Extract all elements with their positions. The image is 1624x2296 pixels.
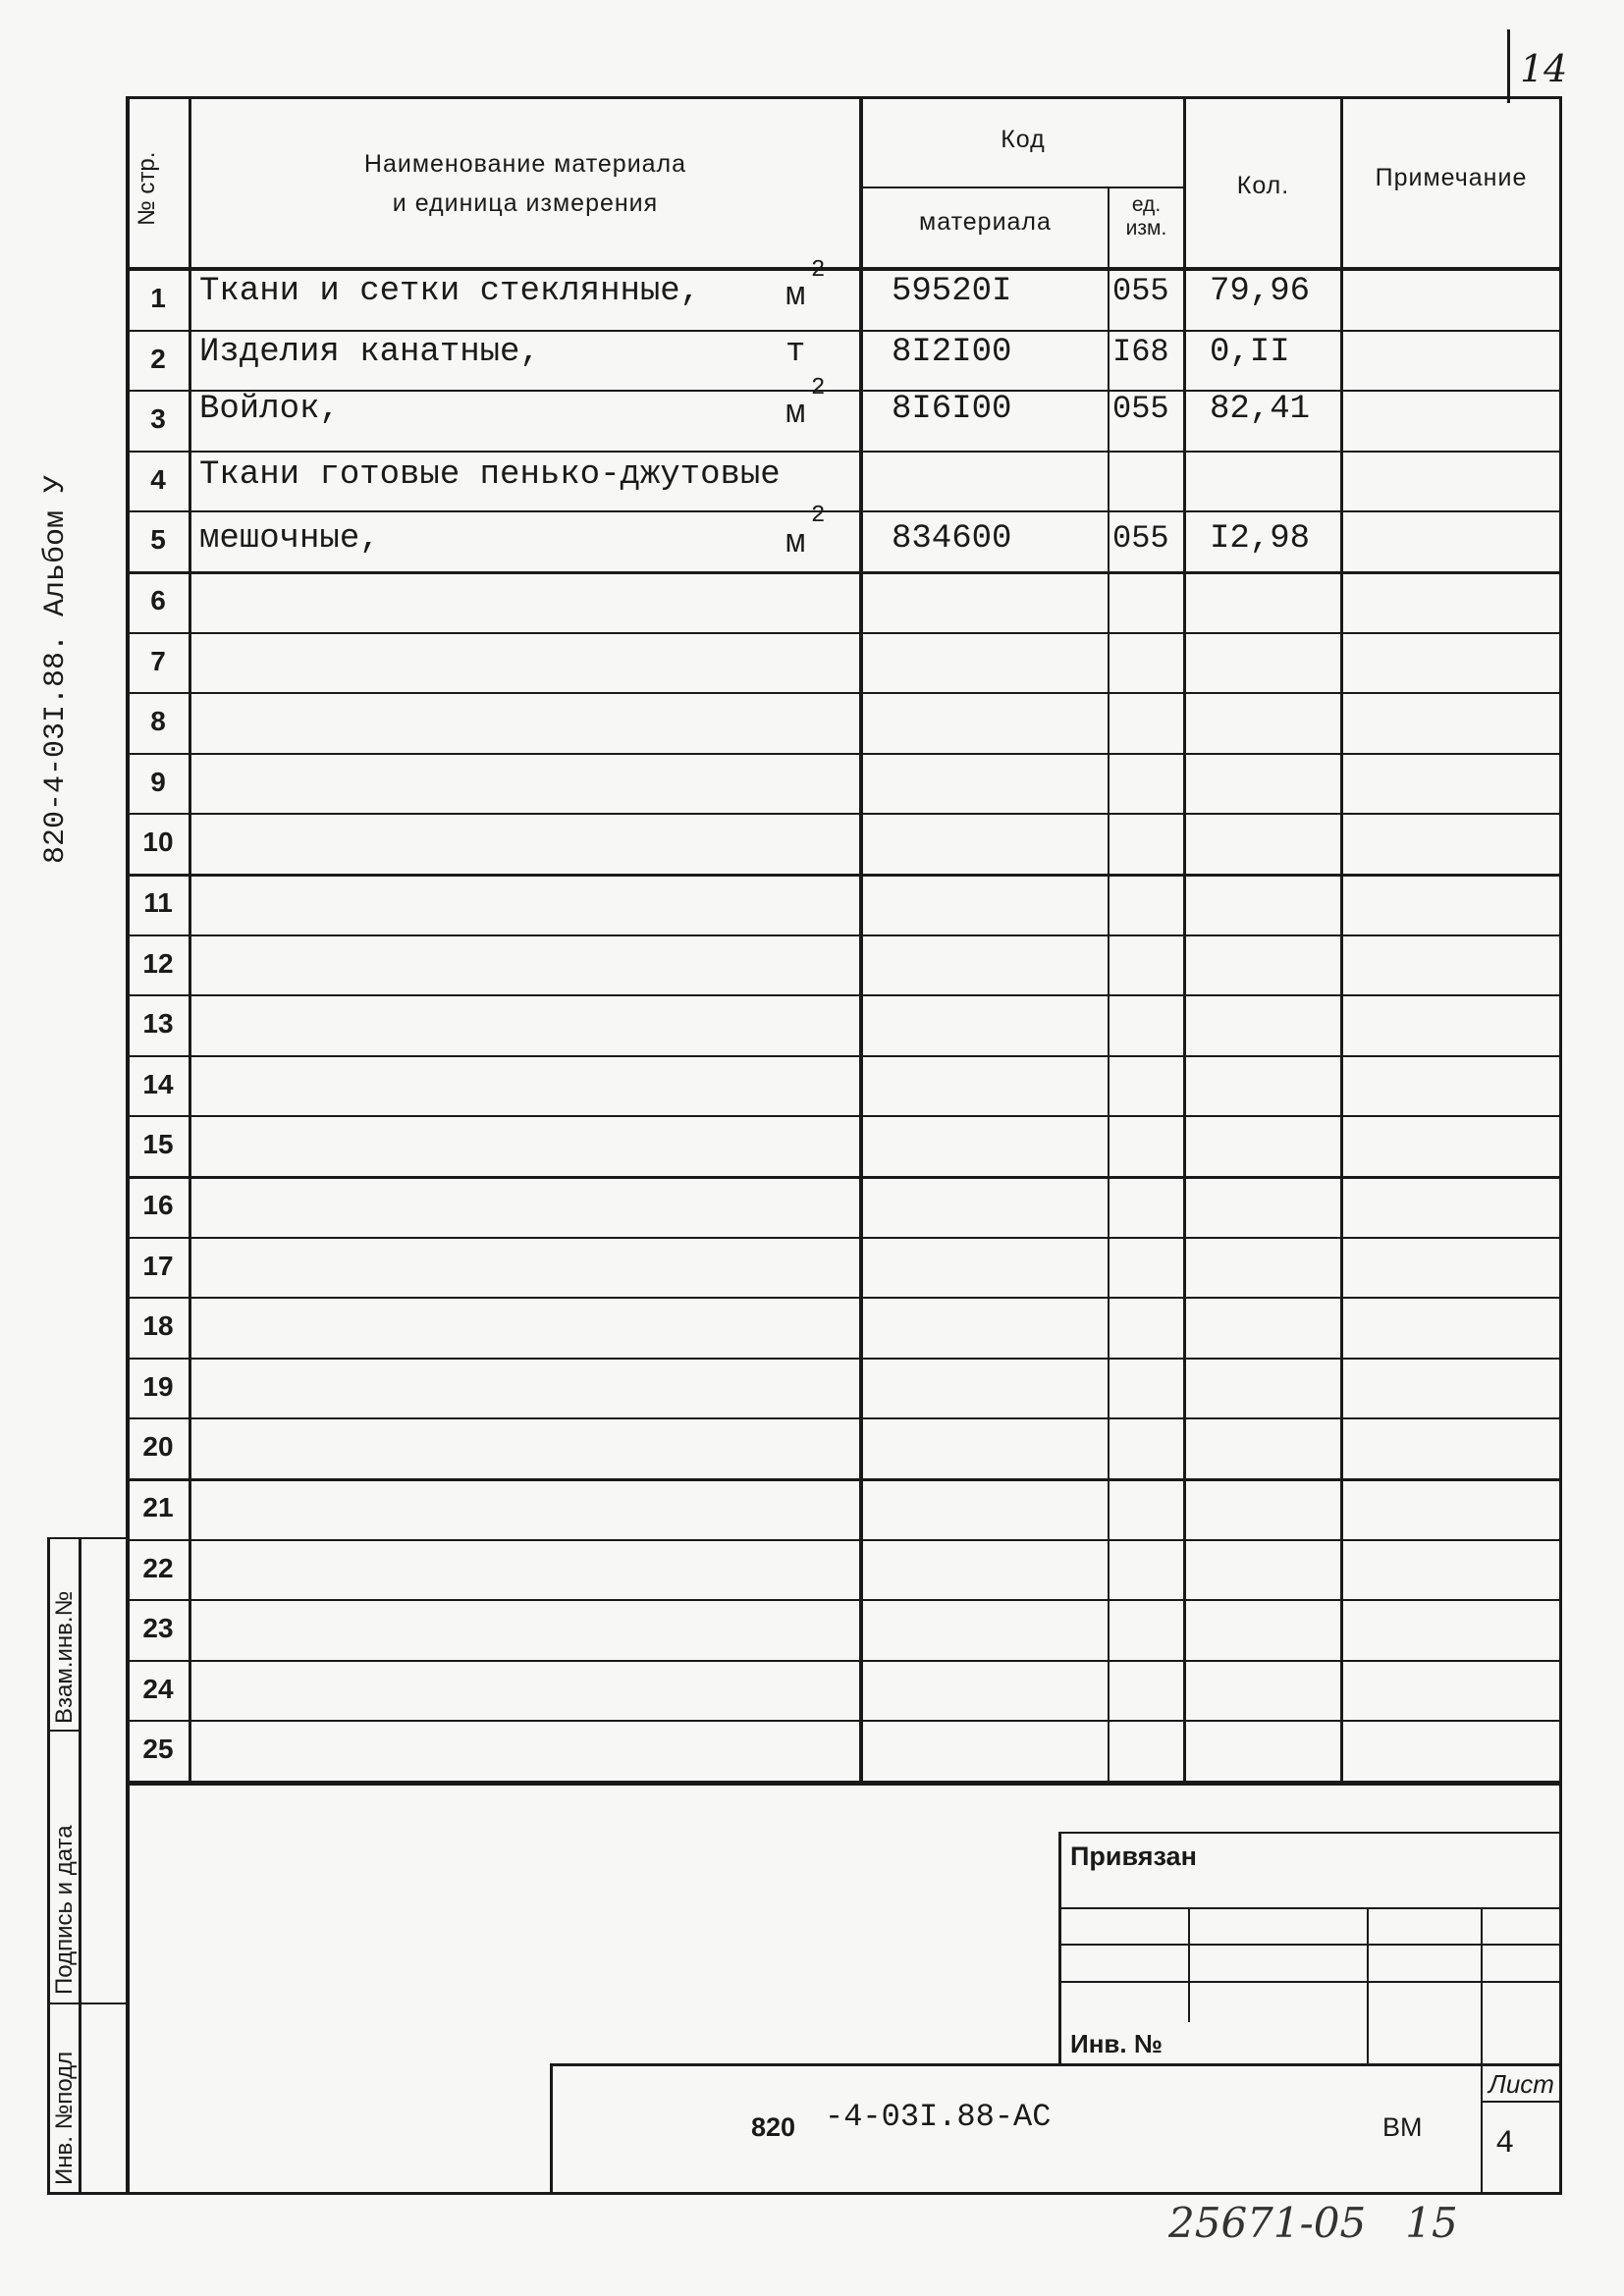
row-3-unit-sup: 2 — [811, 375, 826, 401]
row-number: 6 — [150, 585, 166, 615]
side-field-sign-date: Подпись и дата — [51, 1825, 78, 1995]
row-number: 4 — [150, 464, 166, 495]
row-divider — [126, 1176, 1562, 1179]
row-number: 12 — [142, 948, 174, 979]
row-2-qty: 0,II — [1210, 334, 1290, 371]
row-number: 13 — [142, 1008, 174, 1039]
row-5-name: мешочные, — [199, 520, 380, 558]
row-2-unit-code: I68 — [1112, 334, 1169, 370]
row-divider — [126, 330, 1562, 332]
stamp-sheet-label: Лист — [1489, 2069, 1554, 2099]
row-divider — [126, 753, 1562, 755]
header-code: Код — [1001, 126, 1046, 153]
stamp-doc-code: -4-03I.88-АС — [825, 2099, 1052, 2135]
row-5-qty: I2,98 — [1210, 520, 1311, 558]
row-number: 8 — [150, 706, 166, 736]
row-divider — [126, 1539, 1562, 1541]
row-divider — [126, 934, 1562, 936]
row-number: 5 — [150, 524, 166, 555]
row-number: 10 — [142, 827, 174, 857]
handwritten-archive-number: 25671-05 15 — [1168, 2199, 1458, 2247]
header-qty: Кол. — [1236, 172, 1290, 199]
row-number: 16 — [142, 1190, 174, 1220]
row-number: 11 — [143, 887, 173, 918]
row-divider — [126, 390, 1562, 392]
row-number: 22 — [142, 1553, 174, 1583]
row-divider — [126, 874, 1562, 877]
header-note: Примечание — [1375, 164, 1528, 191]
row-5-code: 834600 — [892, 520, 1012, 558]
row-divider — [126, 1115, 1562, 1117]
side-field-replace-inv: Взам.инв.№ — [51, 1590, 78, 1724]
row-4-name: Ткани готовые пенько-джутовые — [199, 456, 781, 494]
row-3-unit-code: 055 — [1112, 391, 1169, 427]
row-divider — [126, 1660, 1562, 1662]
row-number: 24 — [142, 1674, 174, 1704]
row-number: 9 — [150, 767, 166, 797]
row-divider — [126, 1720, 1562, 1722]
stamp-bound-label: Привязан — [1070, 1842, 1197, 1871]
row-1-unit: м — [785, 278, 806, 315]
row-number: 25 — [142, 1734, 174, 1764]
row-number: 23 — [142, 1613, 174, 1643]
stamp-inv-no-label: Инв. № — [1070, 2029, 1163, 2058]
row-number: 15 — [142, 1129, 174, 1159]
row-divider — [126, 1417, 1562, 1419]
header-unit: ед. изм. — [1125, 193, 1167, 240]
header-name-line1: Наименование материала — [363, 150, 687, 178]
row-number: 3 — [150, 403, 166, 434]
row-divider — [126, 571, 1562, 574]
row-divider — [126, 1358, 1562, 1360]
row-1-unit-sup: 2 — [811, 257, 826, 284]
row-divider — [126, 1055, 1562, 1057]
row-3-code: 8I6I00 — [892, 391, 1012, 428]
row-number: 21 — [142, 1492, 174, 1522]
row-divider — [126, 632, 1562, 634]
row-number: 2 — [150, 344, 166, 374]
side-field-inv-orig: Инв. №подл — [51, 2051, 78, 2185]
row-1-code: 59520I — [892, 273, 1012, 310]
row-divider — [126, 994, 1562, 996]
corner-line — [1507, 29, 1510, 103]
page-number: 14 — [1520, 47, 1568, 90]
side-album-label: 820-4-03I.88. Альбом У — [39, 474, 73, 864]
row-number: 19 — [142, 1371, 174, 1402]
row-number: 14 — [142, 1069, 174, 1099]
row-number: 20 — [142, 1431, 174, 1462]
row-1-unit-code: 055 — [1112, 273, 1169, 309]
stamp-doc-prefix: 820 — [751, 2112, 796, 2142]
header-name-line2: и единица измерения — [392, 189, 659, 217]
row-2-name: Изделия канатные, — [199, 334, 540, 371]
row-number: 1 — [150, 283, 166, 313]
row-divider — [126, 692, 1562, 694]
stamp-doc-type: ВМ — [1382, 2112, 1423, 2142]
row-divider — [126, 813, 1562, 815]
row-divider — [126, 1237, 1562, 1239]
row-divider — [126, 1297, 1562, 1299]
row-number: 7 — [150, 646, 166, 676]
row-3-unit: м — [785, 396, 806, 433]
header-row-no: № стр. — [134, 151, 160, 226]
row-divider — [126, 510, 1562, 512]
row-1-qty: 79,96 — [1210, 273, 1311, 310]
header-code-material: материала — [919, 208, 1052, 236]
stamp-sheet-value: 4 — [1495, 2125, 1515, 2162]
row-5-unit-code: 055 — [1112, 520, 1169, 557]
row-divider — [126, 1478, 1562, 1481]
row-number: 17 — [142, 1251, 174, 1281]
row-3-qty: 82,41 — [1210, 391, 1311, 428]
row-2-unit: т — [785, 334, 806, 371]
row-3-name: Войлок, — [199, 391, 340, 428]
row-divider — [126, 1599, 1562, 1601]
row-1-name: Ткани и сетки стеклянные, — [199, 273, 701, 310]
row-divider — [126, 451, 1562, 453]
row-5-unit: м — [785, 525, 806, 562]
row-number: 18 — [142, 1310, 174, 1341]
row-5-unit-sup: 2 — [811, 503, 826, 529]
row-2-code: 8I2I00 — [892, 334, 1012, 371]
